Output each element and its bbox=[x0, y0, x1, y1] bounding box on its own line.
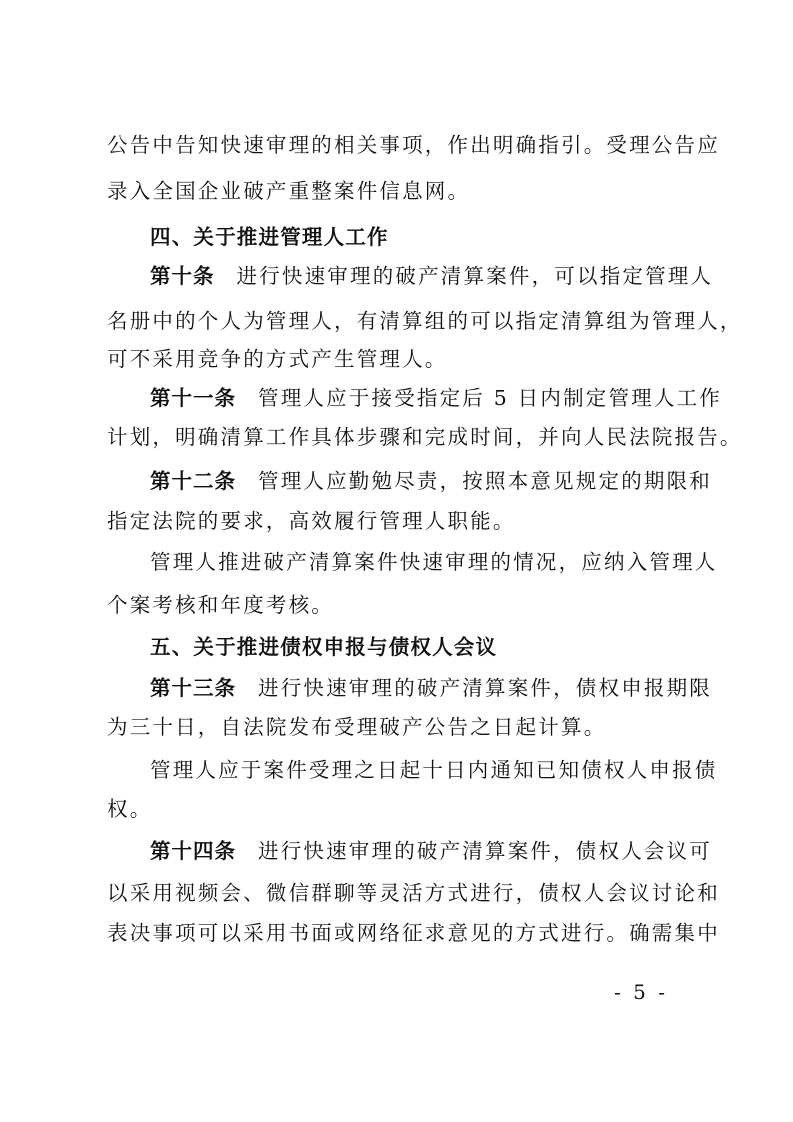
paragraph-line: 为三十日，自法院发布受理破产公告之日起计算。 bbox=[107, 715, 607, 739]
section-heading-4: 四、关于推进管理人工作 bbox=[150, 225, 389, 249]
paragraph-line: 权。 bbox=[107, 797, 153, 821]
article-12: 第十二条 管理人应勤勉尽责，按照本意见规定的期限和 bbox=[150, 469, 712, 493]
paragraph-line: 管理人应于案件受理之日起十日内通知已知债权人申报债 bbox=[150, 758, 718, 782]
section-heading-5: 五、关于推进债权申报与债权人会议 bbox=[150, 635, 498, 659]
paragraph-line: 录入全国企业破产重整案件信息网。 bbox=[107, 179, 471, 203]
paragraph-line: 计划，明确清算工作具体步骤和完成时间，并向人民法院报告。 bbox=[107, 425, 743, 449]
article-number: 第十条 bbox=[150, 264, 215, 288]
paragraph-line: 管理人推进破产清算案件快速审理的情况，应纳入管理人 bbox=[150, 550, 718, 574]
article-number: 第十一条 bbox=[150, 386, 236, 410]
paragraph-line: 表决事项可以采用书面或网络征求意见的方式进行。确需集中 bbox=[107, 921, 720, 945]
article-number: 第十二条 bbox=[150, 469, 236, 493]
article-10: 第十条 进行快速审理的破产清算案件，可以指定管理人 bbox=[150, 264, 714, 288]
page-number: - 5 - bbox=[614, 980, 668, 1004]
article-13: 第十三条 进行快速审理的破产清算案件，债权申报期限 bbox=[150, 676, 712, 700]
paragraph-line: 指定法院的要求，高效履行管理人职能。 bbox=[107, 509, 516, 533]
paragraph-line: 可不采用竞争的方式产生管理人。 bbox=[107, 347, 448, 371]
article-14: 第十四条 进行快速审理的破产清算案件，债权人会议可 bbox=[150, 839, 712, 863]
paragraph-line: 以采用视频会、微信群聊等灵活方式进行，债权人会议讨论和 bbox=[107, 881, 720, 905]
paragraph-line: 个案考核和年度考核。 bbox=[107, 593, 334, 617]
article-11: 第十一条 管理人应于接受指定后 5 日内制定管理人工作 bbox=[150, 386, 722, 410]
paragraph-line: 公告中告知快速审理的相关事项，作出明确指引。受理公告应 bbox=[107, 133, 720, 157]
paragraph-line: 名册中的个人为管理人，有清算组的可以指定清算组为管理人， bbox=[107, 309, 743, 333]
article-number: 第十三条 bbox=[150, 676, 236, 700]
article-number: 第十四条 bbox=[150, 839, 236, 863]
